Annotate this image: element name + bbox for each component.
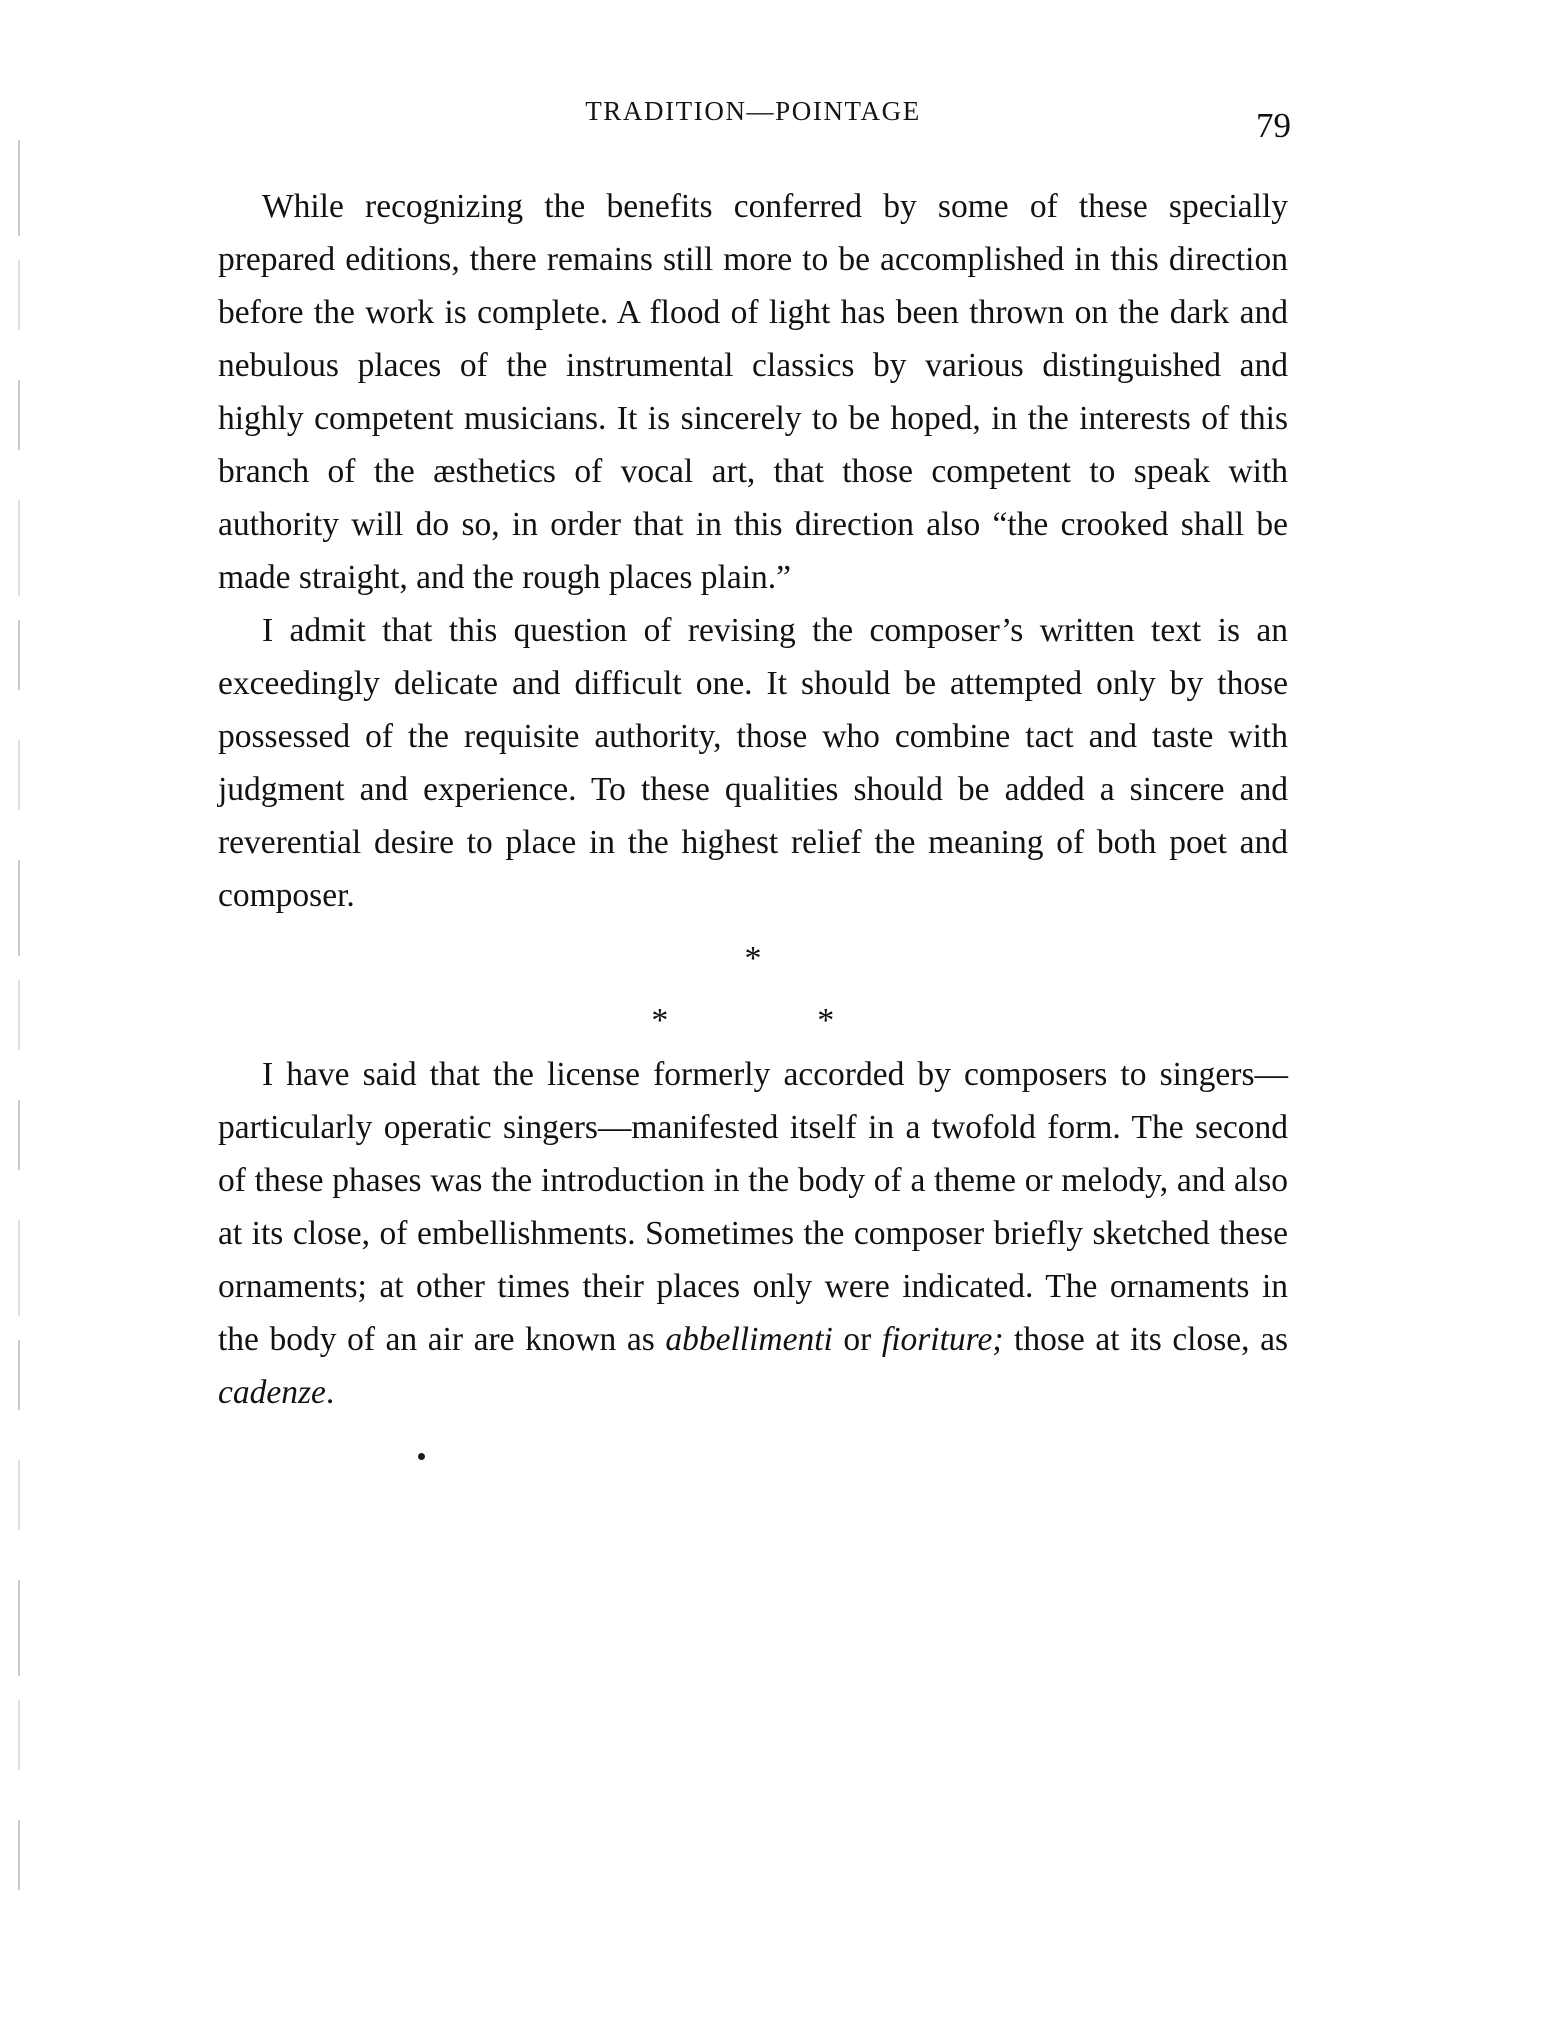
edge-mark [18, 500, 20, 596]
asterisk-right-glyph: * [817, 1002, 835, 1039]
edge-mark [18, 1340, 20, 1410]
paragraph-3-text-lead: I have said that the license formerly accorded by composers to singers—particularly operatic singers—manifested itself in a twofold form. The second of these phases was the introduction in the body of a theme or melody, and also at its close, of embellishments. Sometimes the composer briefly sketched these ornaments; at other times their places only were indicated. The ornaments in the body of an air are known as [218, 1056, 1288, 1358]
paragraph-3-text-tail: those at its close, as [1003, 1321, 1289, 1358]
edge-mark [18, 620, 20, 690]
scan-edge-marks [18, 140, 24, 1900]
edge-mark [18, 380, 20, 450]
edge-mark [18, 260, 20, 330]
italic-term-abbellimenti: abbellimenti [665, 1321, 833, 1358]
paragraph-3-period: . [325, 1374, 335, 1411]
running-head [218, 96, 1291, 145]
paragraph-3-conjunction: or [832, 1321, 882, 1358]
edge-mark [18, 1820, 20, 1890]
paragraph-1: While recognizing the benefits conferred by some of these specially prepared editions, there remains still more to be accomplished in this direction before the work is complete. A flood of light has been thrown on the dark and nebulous places of the instrumental classics by various distinguished and highly competent musicians. It is sincerely to be hoped, in the interests of this branch of the æsthetics of vocal art, that those competent to speak with authority will do so, in order that in this direction also “the crooked shall be made straight, and the rough places plain.” [218, 188, 1288, 596]
page-number: 79 [1256, 106, 1291, 145]
edge-mark [18, 1580, 20, 1676]
edge-mark [18, 140, 20, 236]
running-head-title: TRADITION—POINTAGE [585, 96, 921, 126]
stray-ink-dot [418, 1453, 425, 1460]
edge-mark [18, 1460, 20, 1530]
page-content [218, 96, 1291, 1460]
asterisk-top-glyph: * [744, 940, 762, 977]
edge-mark [18, 1100, 20, 1170]
paragraph-3 [218, 1048, 1288, 1419]
edge-mark [18, 1700, 20, 1770]
asterisk-left-glyph: * [651, 1002, 669, 1039]
edge-mark [18, 740, 20, 810]
italic-term-cadenze: cadenze [218, 1374, 326, 1411]
paragraph-2: I admit that this question of revising the composer’s written text is an exceedingly delicate and difficult one. It should be attempted only by those possessed of the requisite authority, those who combine tact and taste with judgment and experience. To these qualities should be added a sincere and reverential desire to place in the highest relief the meaning of both poet and composer. [218, 612, 1288, 914]
edge-mark [18, 1220, 20, 1316]
edge-mark [18, 980, 20, 1050]
italic-term-fioriture: fioriture; [881, 1321, 1004, 1358]
edge-mark [18, 860, 20, 956]
asterisk-separator [218, 928, 1288, 1048]
